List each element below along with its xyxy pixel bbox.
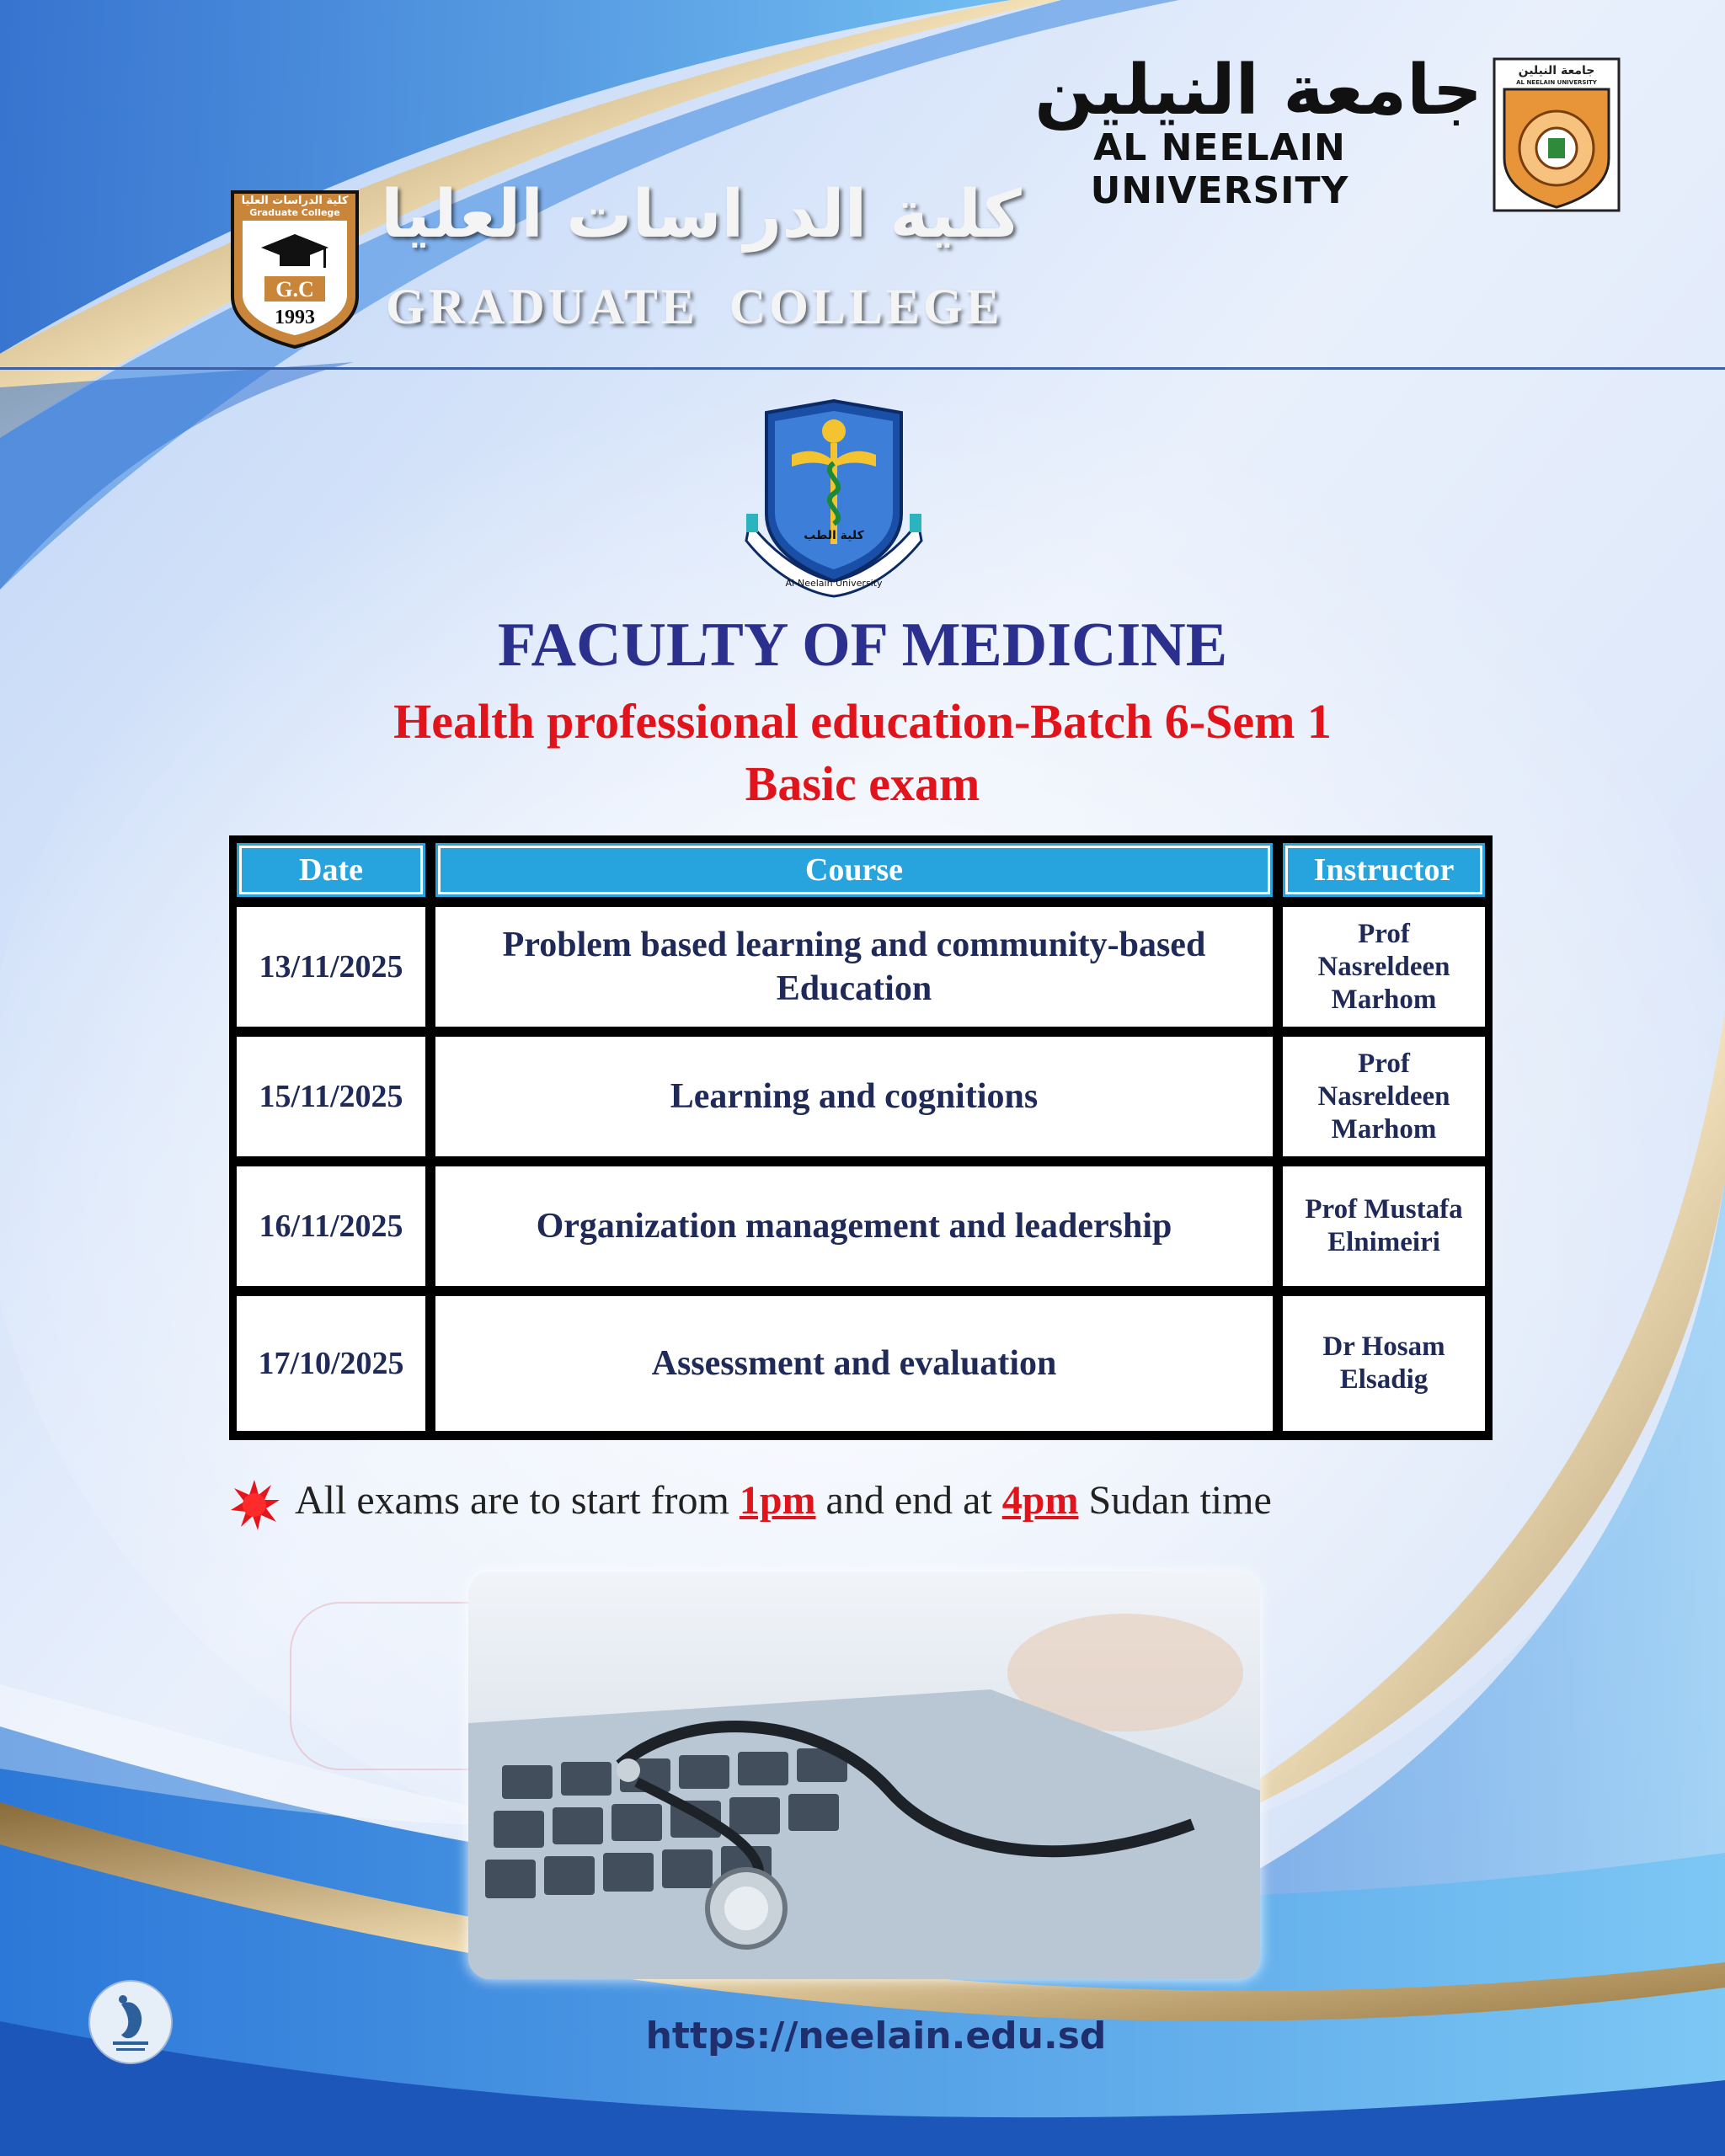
stethoscope-laptop-photo [468,1572,1260,1979]
crest-english-text: Al-Neelain University [785,578,883,589]
subtitle-exam-type: Basic exam [745,756,980,811]
stethoscope-laptop-illustration [468,1572,1260,1979]
note-end-time: 4pm [1001,1478,1079,1523]
table-cell-date: 16/11/2025 [234,1164,428,1289]
university-name-arabic: جامعة النيلين [1034,51,1482,131]
exam-time-note [295,1477,1558,1524]
table-cell-instructor: Prof Mustafa Elnimeiri [1280,1164,1487,1289]
subtitle-program: Health professional education-Batch 6-Sem 1 [393,694,1332,749]
table-cell-date: 17/10/2025 [234,1294,428,1433]
badge-arabic-text: كلية الدراسات العليا [241,195,349,207]
crest-arabic-text: كلية الطب [804,529,864,542]
table-cell-course: Organization management and leadership [433,1164,1275,1289]
note-text-part: All exams are to start from [295,1478,740,1523]
university-seal-icon [1493,57,1621,212]
page-title: FACULTY OF MEDICINE [497,611,1228,680]
university-name-english: AL NEELAIN UNIVERSITY [1090,126,1349,212]
table-cell-course: Assessment and evaluation [433,1294,1275,1433]
graduate-college-badge-icon [227,187,362,351]
note-text-part: Sudan time [1078,1478,1272,1523]
exam-schedule-table [229,835,1493,1440]
faculty-crest-icon [741,396,927,598]
seal-english-text: AL NEELAIN UNIVERSITY [1516,79,1597,86]
college-name-english: GRADUATE COLLEGE [386,279,1003,334]
red-burst-icon [227,1478,281,1532]
seal-arabic-text: جامعة النيلين [1518,64,1595,77]
note-text-part: and end at [815,1478,1002,1523]
note-start-time: 1pm [739,1478,816,1523]
table-cell-date: 15/11/2025 [234,1034,428,1159]
table-cell-course: Problem based learning and community-based Education [433,905,1275,1029]
college-name-arabic: كلية الدراسات العليا [381,177,1022,253]
table-cell-instructor: Dr Hosam Elsadig [1280,1294,1487,1433]
footer-website-link[interactable]: https://neelain.edu.sd [645,2015,1107,2057]
table-cell-instructor: Prof Nasreldeen Marhom [1280,1034,1487,1159]
footer-peacock-logo-icon [88,1979,174,2065]
page-subtitle [0,691,1725,815]
table-cell-course: Learning and cognitions [433,1034,1275,1159]
table-header-date: Date [234,841,428,899]
header-divider [0,367,1725,370]
badge-english-text: Graduate College [249,207,340,218]
table-cell-date: 13/11/2025 [234,905,428,1029]
table-cell-instructor: Prof Nasreldeen Marhom [1280,905,1487,1029]
badge-code-text: G.C [275,277,314,302]
badge-year-text: 1993 [275,307,315,328]
table-header-instructor: Instructor [1280,841,1487,899]
table-header-course: Course [433,841,1275,899]
